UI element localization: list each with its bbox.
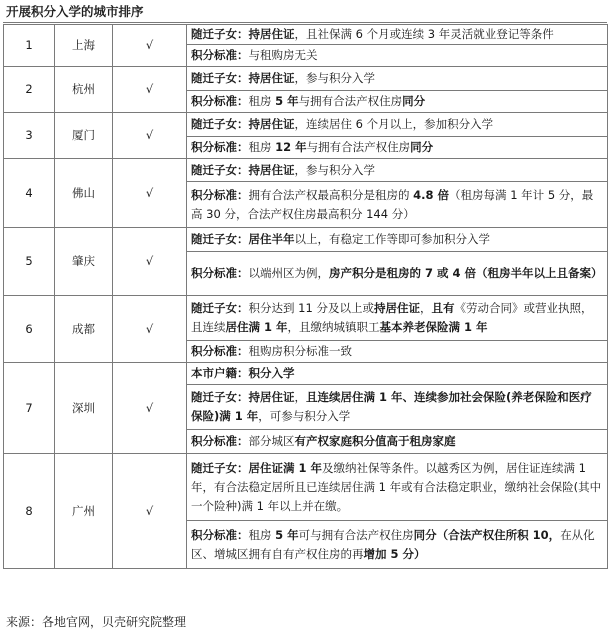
rank-number: 5 xyxy=(4,228,55,296)
policy-text: 持居住证 xyxy=(248,162,295,177)
policy-text: 房产积分是租房的 7 或 4 倍 xyxy=(329,266,477,280)
policy-cell xyxy=(187,430,608,454)
policy-cell xyxy=(187,91,608,113)
policy-cell xyxy=(187,252,608,296)
policy-text: 租房 xyxy=(248,140,276,154)
policy-cell xyxy=(187,385,608,430)
city-name: 成都 xyxy=(55,296,113,363)
policy-text: 部分城区 xyxy=(248,434,295,448)
policy-label: 随迁子女： xyxy=(191,27,249,41)
policy-label: 积分标准： xyxy=(191,94,249,108)
policy-label: 积分标准： xyxy=(191,140,249,154)
policy-cell xyxy=(187,45,608,67)
rank-number: 8 xyxy=(4,454,55,569)
check-mark: √ xyxy=(113,25,187,67)
city-name: 厦门 xyxy=(55,113,113,159)
table-row xyxy=(4,159,608,182)
policy-label: 随迁子女： xyxy=(191,71,249,85)
table-row xyxy=(4,25,608,45)
policy-text: 居住半年 xyxy=(248,232,295,246)
policy-text: ，可参与积分入学 xyxy=(258,409,351,423)
rank-number: 2 xyxy=(4,67,55,113)
policy-label: 积分标准： xyxy=(191,527,249,542)
policy-text: 持居住证 xyxy=(248,390,295,404)
policy-text: 基本养老保险满 1 年 xyxy=(379,320,488,334)
policy-text: 同分 xyxy=(410,140,434,154)
city-name: 广州 xyxy=(55,454,113,569)
policy-cell xyxy=(187,182,608,228)
policy-text: 且有 xyxy=(431,301,455,315)
check-mark: √ xyxy=(113,228,187,296)
policy-label: 随迁子女： xyxy=(191,460,249,475)
policy-text: 同分 xyxy=(402,94,426,108)
policy-text: 及缴纳社保等条件。以越秀区为例，居住证连续满 1 年，有合法稳定居所且已连续居住满 1 年或有合法稳定职业，缴纳社会保险(其中一个险种)满 1 年以上并在缴。 xyxy=(191,460,602,513)
check-mark: √ xyxy=(113,159,187,228)
policy-cell xyxy=(187,521,608,569)
policy-text: 以上，有稳定工作等即可参加积分入学 xyxy=(294,232,490,246)
check-mark: √ xyxy=(113,454,187,569)
table-row xyxy=(4,67,608,91)
source-note: 来源：各地官网，贝壳研究院整理 xyxy=(6,615,187,629)
check-mark: √ xyxy=(113,113,187,159)
policy-text: 与租购房无关 xyxy=(248,48,318,62)
table-body xyxy=(4,25,608,569)
policy-label: 积分标准： xyxy=(191,434,249,448)
policy-cell xyxy=(187,113,608,137)
policy-text: ， xyxy=(419,301,432,315)
policy-label: 积分标准： xyxy=(191,187,249,202)
check-mark: √ xyxy=(113,363,187,454)
policy-text: 与拥有合法产权住房 xyxy=(306,140,411,154)
title-divider xyxy=(3,22,607,23)
policy-text: （租房每满 1 年计 5 分，最高 30 分，合法产权住房最高积分 144 分） xyxy=(191,187,594,221)
table-row xyxy=(4,454,608,521)
policy-text: ，参与积分入学 xyxy=(294,162,375,177)
policy-text: ，且社保满 6 个月或连续 3 年灵活就业登记等条件 xyxy=(294,27,554,41)
policy-label: 积分标准： xyxy=(191,48,249,62)
table-row xyxy=(4,363,608,385)
policy-text: 租房 xyxy=(248,527,276,542)
policy-cell xyxy=(187,159,608,182)
policy-cell xyxy=(187,228,608,252)
check-mark: √ xyxy=(113,67,187,113)
policy-label: 随迁子女： xyxy=(191,162,249,177)
policy-label: 积分标准： xyxy=(191,266,249,280)
policy-text: 拥有合法产权最高积分是租房的 xyxy=(248,187,414,202)
check-mark: √ xyxy=(113,296,187,363)
policy-label: 随迁子女： xyxy=(191,390,249,404)
policy-text: 居住满 1 年 xyxy=(225,320,288,334)
policy-cell xyxy=(187,137,608,159)
policy-text: （合法产权住所积 10， xyxy=(436,527,561,542)
policy-text: 同分 xyxy=(413,527,437,542)
rank-number: 6 xyxy=(4,296,55,363)
policy-cell xyxy=(187,296,608,341)
policy-text: 可与拥有合法产权住房 xyxy=(298,527,414,542)
policy-text: ，参与积分入学 xyxy=(294,71,375,85)
policy-text: 居住证满 1 年 xyxy=(248,460,323,475)
policy-text: 《劳动合同》或营业执照，且连续 xyxy=(191,301,593,334)
policy-text: 积分入学 xyxy=(248,366,295,380)
city-name: 深圳 xyxy=(55,363,113,454)
policy-text: 租房 xyxy=(248,94,276,108)
policy-cell xyxy=(187,363,608,385)
policy-label: 随迁子女： xyxy=(191,301,249,315)
policy-text: 以端州区为例， xyxy=(248,266,329,280)
table-title: 开展积分入学的城市排序 xyxy=(6,4,144,19)
rank-number: 7 xyxy=(4,363,55,454)
policy-text: 持居住证 xyxy=(248,27,295,41)
policy-text: 5 年 xyxy=(275,94,299,108)
rank-number: 3 xyxy=(4,113,55,159)
policy-label: 随迁子女： xyxy=(191,232,249,246)
city-name: 杭州 xyxy=(55,67,113,113)
policy-text: 租购房积分标准一致 xyxy=(248,344,352,358)
table-row xyxy=(4,296,608,341)
policy-text: ，且缴纳城镇职工 xyxy=(287,320,380,334)
policy-label: 随迁子女： xyxy=(191,117,249,131)
policy-text: （租房半年以上且备案） xyxy=(476,266,603,280)
policy-text: 持居住证 xyxy=(248,71,295,85)
policy-text: ） xyxy=(414,546,426,561)
policy-text: 5 年 xyxy=(275,527,299,542)
city-ranking-table xyxy=(3,24,608,569)
policy-text: 积分达到 11 分及以上或 xyxy=(248,301,374,315)
city-name: 上海 xyxy=(55,25,113,67)
policy-text: 在从化区、增城区拥有自有产权住房的再 xyxy=(191,527,595,561)
policy-text: 增加 5 分 xyxy=(363,546,415,561)
policy-text: ，连续居住 6 个月以上，参加积分入学 xyxy=(294,117,494,131)
policy-text: 持居住证 xyxy=(248,117,295,131)
policy-text: ， xyxy=(294,390,306,404)
policy-cell xyxy=(187,454,608,521)
policy-text: 有产权家庭积分值高于租房家庭 xyxy=(294,434,456,448)
policy-cell xyxy=(187,341,608,363)
policy-text: 4.8 倍 xyxy=(413,187,450,202)
table-row xyxy=(4,113,608,137)
city-name: 肇庆 xyxy=(55,228,113,296)
policy-cell xyxy=(187,67,608,91)
policy-text: 持居住证 xyxy=(373,301,420,315)
policy-cell xyxy=(187,25,608,45)
rank-number: 1 xyxy=(4,25,55,67)
rank-number: 4 xyxy=(4,159,55,228)
table-row xyxy=(4,228,608,252)
city-name: 佛山 xyxy=(55,159,113,228)
policy-text: 与拥有合法产权住房 xyxy=(298,94,403,108)
policy-label: 本市户籍： xyxy=(191,366,249,380)
policy-label: 积分标准： xyxy=(191,344,249,358)
policy-text: 且连续居住满 1 年、连续参加社会保险(养老保险和医疗保险)满 1 年 xyxy=(191,390,592,423)
policy-text: 12 年 xyxy=(275,140,307,154)
